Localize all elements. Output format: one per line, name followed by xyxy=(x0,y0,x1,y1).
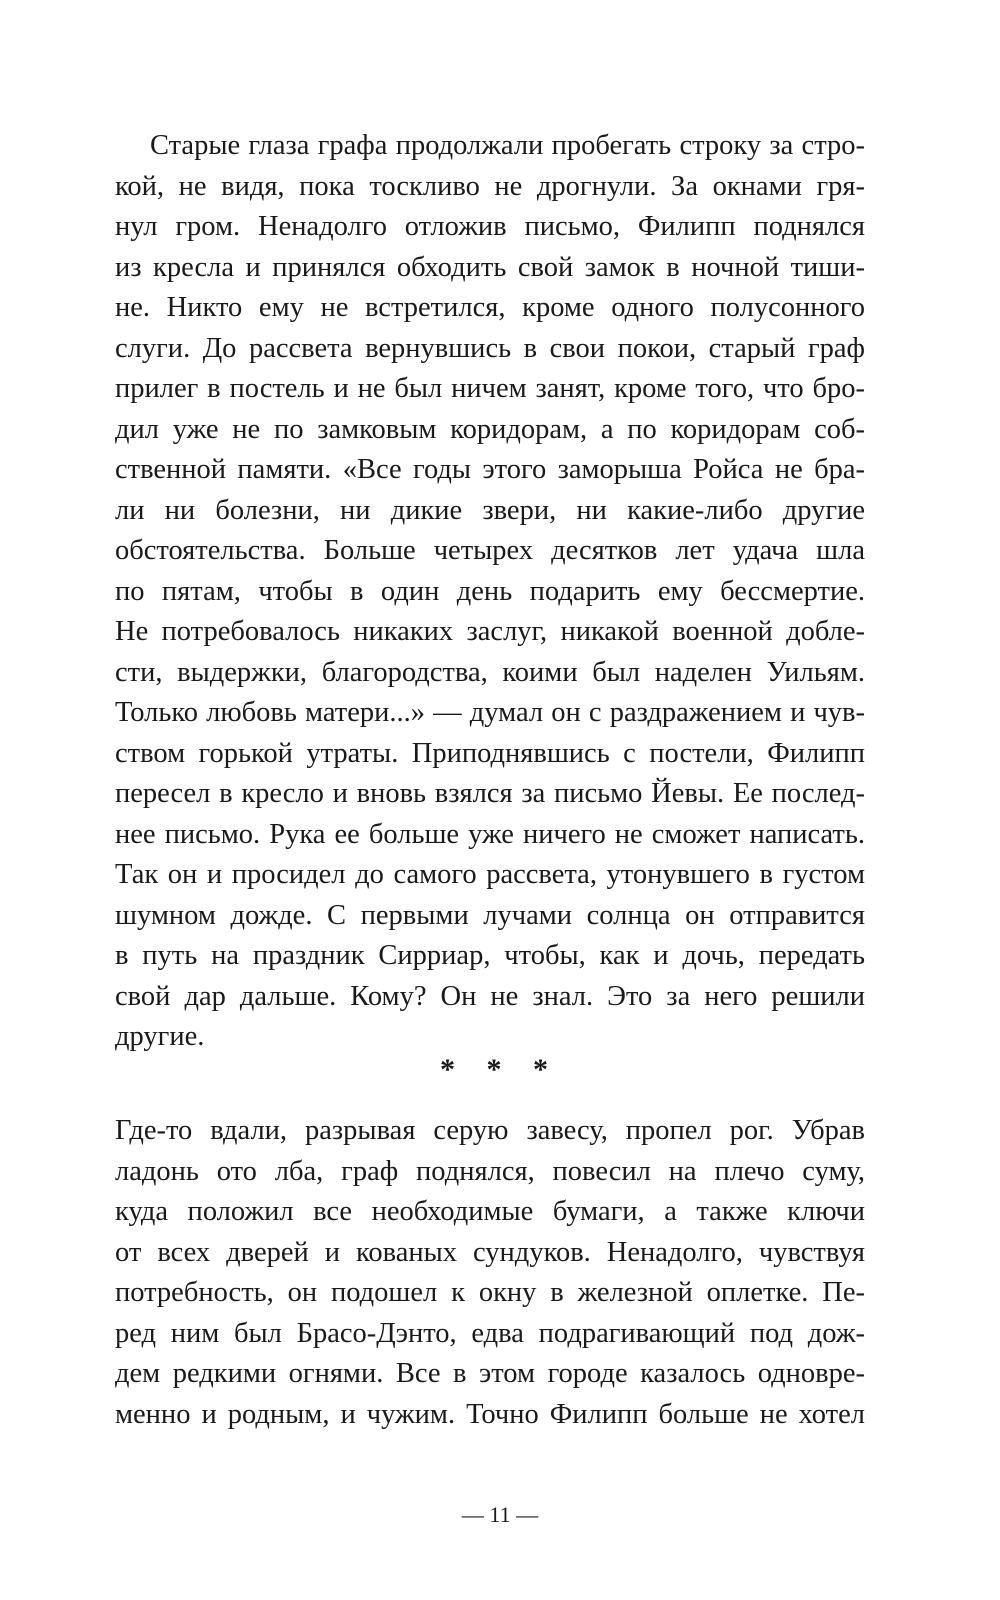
text-line: ством горькой утраты. Приподнявшись с постели, Филипп xyxy=(115,737,865,769)
text-line: не. Никто ему не встретился, кроме одного полусонного xyxy=(115,292,865,323)
text-line: ред ним был Брасо-Дэнто, едва подрагивающий под дож- xyxy=(115,1317,865,1349)
text-line: дил уже не по замковым коридорам, а по коридорам соб- xyxy=(115,413,865,445)
text-line: нул гром. Ненадолго отложив письмо, Филипп поднялся xyxy=(115,211,865,242)
text-line: шумном дожде. С первыми лучами солнца он отправится xyxy=(115,899,865,931)
text-line: сти, выдержки, благородства, коими был наделен Уильям. xyxy=(115,656,865,688)
text-line: по пятам, чтобы в один день подарить ему бессмертие. xyxy=(115,575,865,607)
text-line: Так он и просидел до самого рассвета, утонувшего в густом xyxy=(115,859,865,890)
text-line: кой, не видя, пока тоскливо не дрогнули. За окнами гря- xyxy=(115,170,865,202)
text-line: в путь на праздник Сирриар, чтобы, как и дочь, передать xyxy=(115,940,865,971)
text-line: потребность, он подошел к окну в железной оплетке. Пе- xyxy=(115,1277,865,1308)
text-line: другие. xyxy=(115,1021,205,1052)
paragraph-1 xyxy=(115,126,865,1058)
text-line: из кресла и принялся обходить свой замок в ночной тиши- xyxy=(115,251,865,283)
text-line: нее письмо. Рука ее больше уже ничего не сможет написать. xyxy=(115,818,865,850)
text-line: ственной памяти. «Все годы этого заморыша Ройса не бра- xyxy=(115,454,865,485)
text-line: Только любовь матери...» — думал он с раздражением и чув- xyxy=(115,697,865,728)
text-line: пересел в кресло и вновь взялся за письмо Йевы. Ее послед- xyxy=(115,778,865,809)
paragraph-2 xyxy=(115,1111,865,1435)
text-line: куда положил все необходимые бумаги, а также ключи xyxy=(115,1196,865,1227)
text-line: обстоятельства. Больше четырех десятков лет удача шла xyxy=(115,535,865,566)
text-line: слуги. До рассвета вернувшись в свои покои, старый граф xyxy=(115,332,865,364)
text-line: ли ни болезни, ни дикие звери, ни какие-либо другие xyxy=(115,494,865,526)
text-line: прилег в постель и не был ничем занят, кроме того, что бро- xyxy=(115,373,865,404)
text-line: Старые глаза графа продолжали пробегать строку за стро- xyxy=(150,130,865,161)
text-line: Не потребовалось никаких заслуг, никакой военной добле- xyxy=(115,616,865,647)
text-line: от всех дверей и кованых сундуков. Ненадолго, чувствуя xyxy=(115,1236,865,1268)
text-line: Где-то вдали, разрывая серую завесу, пропел рог. Убрав xyxy=(115,1115,865,1146)
page-number: — 11 — xyxy=(461,1502,539,1527)
text-line: менно и родным, и чужим. Точно Филипп больше не хотел xyxy=(115,1398,865,1430)
section-separator: * * * xyxy=(440,1053,560,1086)
text-line: дем редкими огнями. Все в этом городе казалось одновре- xyxy=(115,1358,865,1389)
text-line: свой дар дальше. Кому? Он не знал. Это за него решили xyxy=(115,980,865,1012)
text-line: ладонь ото лба, граф поднялся, повесил на плечо суму, xyxy=(115,1155,865,1187)
